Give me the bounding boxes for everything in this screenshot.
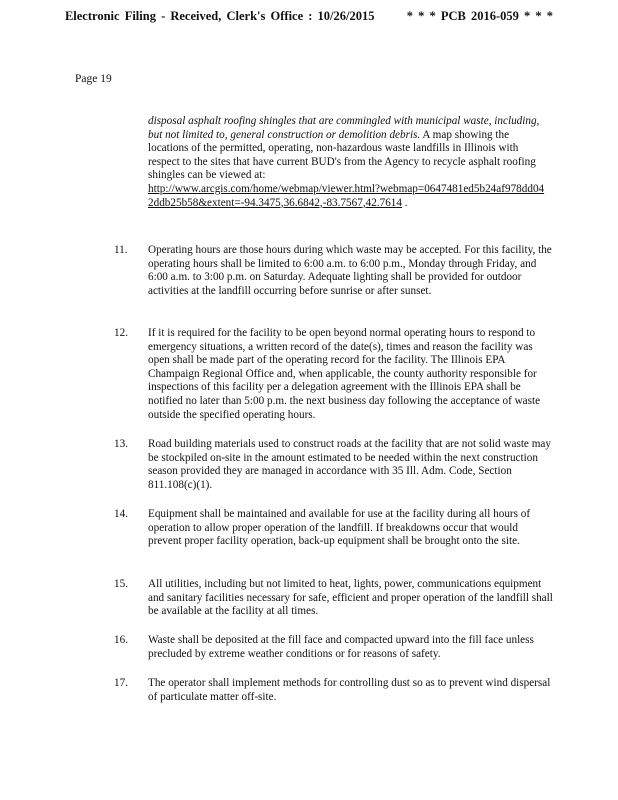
condition-text: If it is required for the facility to be open beyond normal operating hours to respond to emergency situations, a written record of the date(s), times and reason the facility was open shall be made part of the operating record for the facility. The Illinois EPA Champaign Regional Office and, when applicable, the county authority responsible for inspections of this facility per a delegation agreement with the Illinois EPA shall be notified no later than 5:00 p.m. the next business day following the acceptance of waste outside the specified operating hours. xyxy=(148,327,541,421)
condition-text: Equipment shall be maintained and available for use at the facility during all hours of operation to allow proper operation of the landfill. If breakdowns occur that would prevent proper facility operation, back-up equipment shall be brought onto the site. xyxy=(148,508,531,548)
continued-body-text: A map showing the locations of the permitted, operating, non-hazardous waste landfills in Illinois with respect to the sites that have current BUD's from the Agency to recycle asphalt roofing shingles can be viewed at: xyxy=(148,128,536,182)
condition-13 xyxy=(114,438,554,492)
condition-text: Waste shall be deposited at the fill face and compacted upward into the fill face unless precluded by extreme weather conditions or for reasons of safety. xyxy=(148,634,534,660)
page-number: Page 19 xyxy=(75,73,112,85)
filing-stamp-text: Electronic Filing - Received, Clerk's Office : 10/26/2015 xyxy=(64,9,375,23)
filing-header xyxy=(0,9,618,24)
condition-12 xyxy=(114,327,554,422)
condition-number: 11. xyxy=(114,244,128,256)
condition-text: Operating hours are those hours during which waste may be accepted. For this facility, the operating hours shall be limited to 6:00 a.m. to 6:00 p.m., Monday through Friday, and 6:00 a.m. to 3:00 p.m. on Saturday. Adequate lighting shall be provided for outdoor activities at the landfill occurring before sunrise or after sunset. xyxy=(148,244,552,297)
map-link[interactable]: http://www.arcgis.com/home/webmap/viewer.html?webmap=0647481ed5b24af978dd042ddb25b58&extent=-94.3475,36.6842,-83.7567,42.7614 xyxy=(148,182,545,209)
continued-paragraph xyxy=(148,115,546,210)
condition-number: 13. xyxy=(114,438,128,450)
map-link-line xyxy=(148,183,546,210)
condition-11 xyxy=(114,244,554,298)
condition-16 xyxy=(114,634,554,661)
condition-number: 12. xyxy=(114,327,128,339)
condition-text: All utilities, including but not limited to heat, lights, power, communications equipment and sanitary facilities necessary for safe, efficient and proper operation of the landfill shall be available at the facility at all times. xyxy=(148,578,553,618)
condition-17 xyxy=(114,677,554,704)
condition-number: 15. xyxy=(114,578,128,590)
condition-text: Road building materials used to construct roads at the facility that are not solid waste may be stockpiled on-site in the amount estimated to be needed within the next construction season provided they are managed in accordance with 35 Ill. Adm. Code, Section 811.108(c)(1). xyxy=(148,438,551,491)
condition-number: 14. xyxy=(114,508,128,520)
condition-14 xyxy=(114,508,554,549)
condition-number: 16. xyxy=(114,634,128,646)
condition-15 xyxy=(114,578,554,619)
map-link-trailing: . xyxy=(401,196,408,209)
condition-number: 17. xyxy=(114,677,128,689)
continued-italic-text: disposal asphalt roofing shingles that are commingled with municipal waste, including, but not limited to, general construction or demolition debris. xyxy=(148,115,540,141)
condition-text: The operator shall implement methods for controlling dust so as to prevent wind dispersal of particulate matter off-site. xyxy=(148,677,551,703)
case-number: * * * PCB 2016-059 * * * xyxy=(406,9,554,23)
